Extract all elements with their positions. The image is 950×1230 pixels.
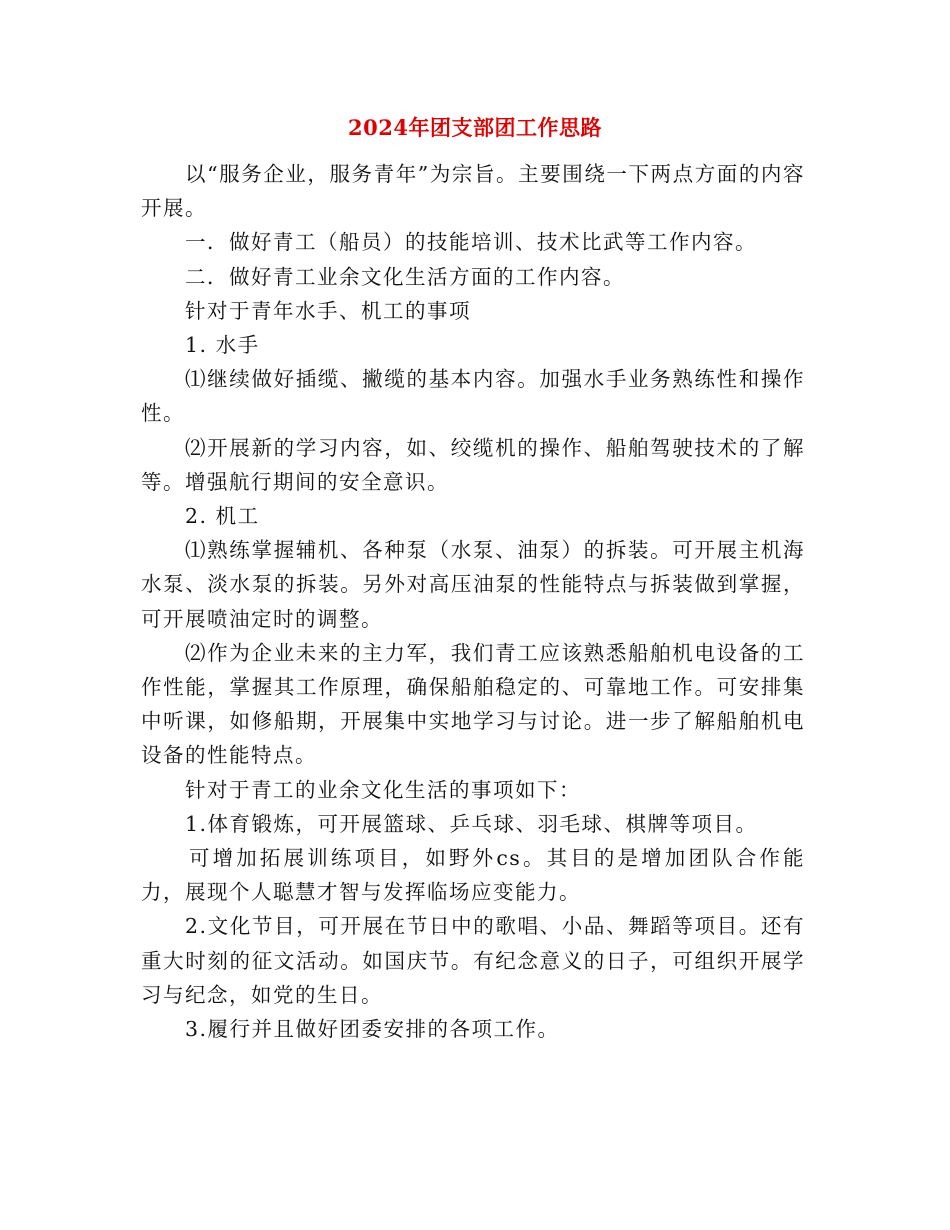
- paragraph-leisure-item-3: 3.履行并且做好团委安排的各项工作。: [185, 1017, 560, 1042]
- paragraph-engineer-item-2: ⑵作为企业未来的主力军，我们青工应该熟悉船舶机电设备的工作性能，掌握其工作原理，确保船舶稳定的、可靠地工作。可安排集中听课，如修船期，开展集中实地学习与讨论。进一步了解船舶机电设备的性能特点。: [141, 640, 805, 768]
- paragraph-engineer-heading: 2. 机工: [185, 504, 260, 529]
- paragraph-sailor-heading: 1. 水手: [185, 333, 260, 358]
- paragraph-intro: 以“服务企业，服务青年”为宗旨。主要围绕一下两点方面的内容开展。: [141, 162, 805, 221]
- paragraph-sailor-item-1: ⑴继续做好插缆、撇缆的基本内容。加强水手业务熟练性和操作性。: [141, 367, 805, 426]
- document-body: [141, 157, 805, 1046]
- paragraph-point-two: 二．做好青工业余文化生活方面的工作内容。: [185, 264, 625, 289]
- paragraph-leisure-heading: 针对于青工的业余文化生活的事项如下：: [185, 777, 581, 802]
- paragraph-section-heading: 针对于青年水手、机工的事项: [185, 298, 471, 323]
- paragraph-sailor-item-2: ⑵开展新的学习内容，如、绞缆机的操作、船舶驾驶技术的了解等。增强航行期间的安全意识。: [141, 435, 805, 494]
- paragraph-leisure-item-2: 2.文化节目，可开展在节日中的歌唱、小品、舞蹈等项目。还有重大时刻的征文活动。如国庆节。有纪念意义的日子，可组织开展学习与纪念，如党的生日。: [141, 914, 805, 1007]
- paragraph-point-one: 一．做好青工（船员）的技能培训、技术比武等工作内容。: [185, 230, 757, 255]
- paragraph-leisure-item-1-detail: 可增加拓展训练项目，如野外cs。其目的是增加团队合作能力，展现个人聪慧才智与发挥临场应变能力。: [141, 846, 805, 905]
- paragraph-engineer-item-1: ⑴熟练掌握辅机、各种泵（水泵、油泵）的拆装。可开展主机海水泵、淡水泵的拆装。另外对高压油泵的性能特点与拆装做到掌握，可开展喷油定时的调整。: [141, 538, 805, 631]
- paragraph-leisure-item-1: 1.体育锻炼，可开展篮球、乒乓球、羽毛球、棋牌等项目。: [185, 811, 758, 836]
- document-title: 2024年团支部团工作思路: [348, 115, 602, 140]
